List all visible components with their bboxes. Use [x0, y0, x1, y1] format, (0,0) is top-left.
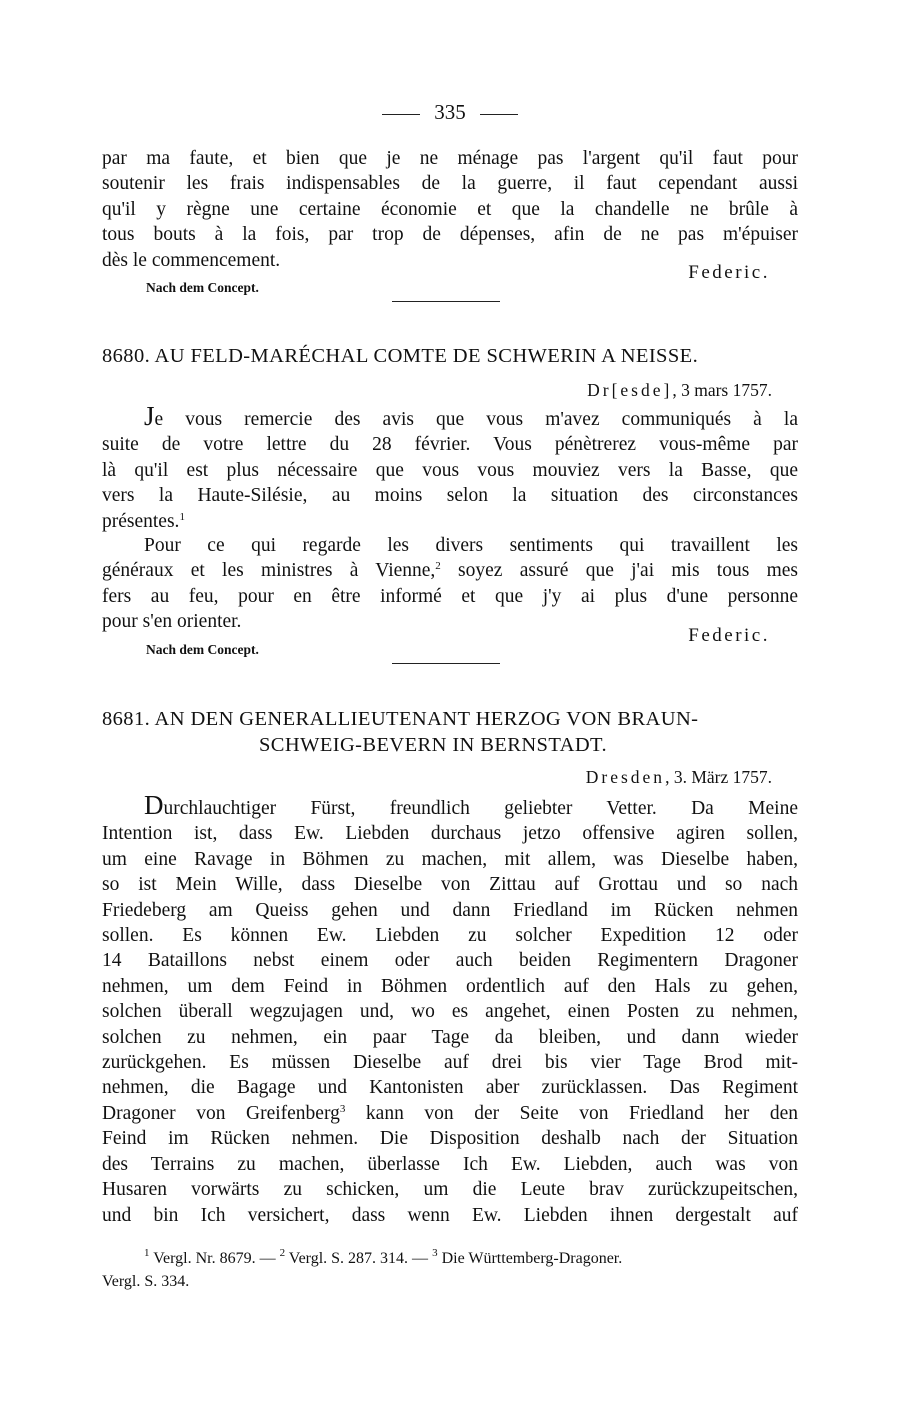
text-line: sollen. Es können Ew. Liebden zu solcher Expedition 12 oder — [102, 925, 798, 947]
text-line: des Terrains zu machen, überlasse Ich Ew. Liebden, auch was von — [102, 1153, 798, 1175]
footnote-ref: 1 — [179, 510, 185, 523]
text-line: pour s'en orienter. — [102, 611, 242, 633]
text-line: Husaren vorwärts zu schicken, um die Leute brav zurückzupeitschen, — [102, 1179, 798, 1201]
source-note: Nach dem Concept. — [146, 280, 259, 295]
footnotes — [102, 1247, 798, 1293]
text-line: là qu'il est plus nécessaire que vous vous mouviez vers la Basse, que — [102, 459, 798, 481]
text-line: um eine Ravage in Böhmen zu machen, mit allem, was Dieselbe haben, — [102, 848, 798, 870]
text-line: généraux et les ministres à Vienne,$^2$ soyez assuré que j'ai mis tous mes — [102, 560, 798, 582]
footnote-number: 1 — [144, 1247, 150, 1259]
text-line: Je vous remercie des avis que vous m'avez communiqués à la — [144, 401, 798, 431]
letter-8680-paragraph-1 — [102, 401, 798, 534]
signature: Federic. — [688, 625, 770, 646]
initial-letter: J — [144, 401, 155, 431]
letter-heading-8680: 8680. AU FELD-MARÉCHAL COMTE DE SCHWERIN A NEISSE. — [102, 345, 699, 367]
folio-dash-left — [382, 114, 420, 115]
dateline-8681: Dresden, 3. März 1757. — [585, 767, 772, 787]
text-line: qu'il y règne une certaine économie et que la chandelle ne brûle à — [102, 198, 798, 220]
text-line: nehmen, um dem Feind in Böhmen ordentlich auf den Hals zu gehen, — [102, 975, 798, 997]
footnote-line: $^1$ Vergl. Nr. 8679. — $^2$ Vergl. S. 287. 314. — $^3$ Die Württemberg-Dragoner. — [144, 1247, 623, 1267]
text-line: soutenir les frais indispensables de la guerre, il faut cependant aussi — [102, 173, 798, 195]
footnote-number: 3 — [432, 1247, 438, 1259]
text-line: Dragoner von Greifenberg$^3$ kann von der Seite von Friedland her den — [102, 1102, 798, 1124]
text-line: suite de votre lettre du 28 février. Vous pénètrerez vous-même par — [102, 434, 798, 456]
text-line: vers la Haute-Silésie, au moins selon la situation des circonstances — [102, 485, 798, 507]
footnote-number: 2 — [279, 1247, 286, 1259]
text-line: fers au feu, pour en être informé et que j'y ai plus d'une personne — [102, 585, 798, 607]
source-note: Nach dem Concept. — [146, 642, 259, 657]
page-number: 335 — [0, 100, 900, 125]
text-line: solchen zu nehmen, ein paar Tage da bleiben, und dann wieder — [102, 1026, 798, 1048]
letter-8680-paragraph-2 — [102, 533, 798, 635]
signature: Federic. — [688, 262, 770, 283]
text-line: und bin Ich versichert, dass wenn Ew. Liebden ihnen dergestalt auf — [102, 1204, 798, 1226]
section-divider — [392, 663, 500, 664]
dateline-8680: Dr[esde], 3 mars 1757. — [587, 380, 772, 400]
text-line: tous bouts à la fois, par trop de dépenses, afin de ne pas m'épuiser — [102, 224, 798, 246]
letter-8681-body — [102, 790, 798, 1228]
footnote-ref: 3 — [339, 1102, 346, 1115]
text-line: so ist Mein Wille, dass Dieselbe von Zittau auf Grottau und so nach — [102, 874, 798, 896]
text-line: Friedeberg am Queiss gehen und dann Friedland im Rücken nehmen — [102, 899, 798, 921]
text-line: présentes.$^1$ — [102, 510, 185, 532]
text-line: Durchlauchtiger Fürst, freundlich geliebter Vetter. Da Meine — [144, 790, 798, 820]
footnote-ref: 2 — [435, 560, 441, 573]
continuation-paragraph — [102, 146, 798, 273]
text-line: zurückgehen. Es müssen Dieselbe auf drei bis vier Tage Brod mit- — [102, 1052, 798, 1074]
text-line: solchen überall wegzujagen und, wo es angehet, einen Posten zu nehmen, — [102, 1001, 798, 1023]
text-line: par ma faute, et bien que je ne ménage pas l'argent qu'il faut pour — [102, 148, 798, 169]
text-line: Pour ce qui regarde les divers sentiments qui travaillent les — [144, 535, 798, 556]
section-divider — [392, 301, 500, 302]
text-line: Feind im Rücken nehmen. Die Disposition deshalb nach der Situation — [102, 1128, 798, 1150]
text-line: nehmen, die Bagage und Kantonisten aber zurücklassen. Das Regiment — [102, 1077, 798, 1099]
footnote-line: Vergl. S. 334. — [102, 1273, 190, 1290]
initial-letter: D — [144, 790, 164, 820]
text-line: 14 Bataillons nebst einem oder auch beiden Regimentern Dragoner — [102, 950, 798, 972]
text-line: Intention ist, dass Ew. Liebden durchaus jetzo offensive agiren sollen, — [102, 823, 798, 845]
letter-heading-8681: 8681. AN DEN GENERALLIEUTENANT HERZOG VON BRAUN- SCHWEIG-BEVERN IN BERNSTADT. — [102, 708, 699, 756]
folio-dash-right — [480, 114, 518, 115]
text-line: dès le commencement. — [102, 249, 281, 271]
